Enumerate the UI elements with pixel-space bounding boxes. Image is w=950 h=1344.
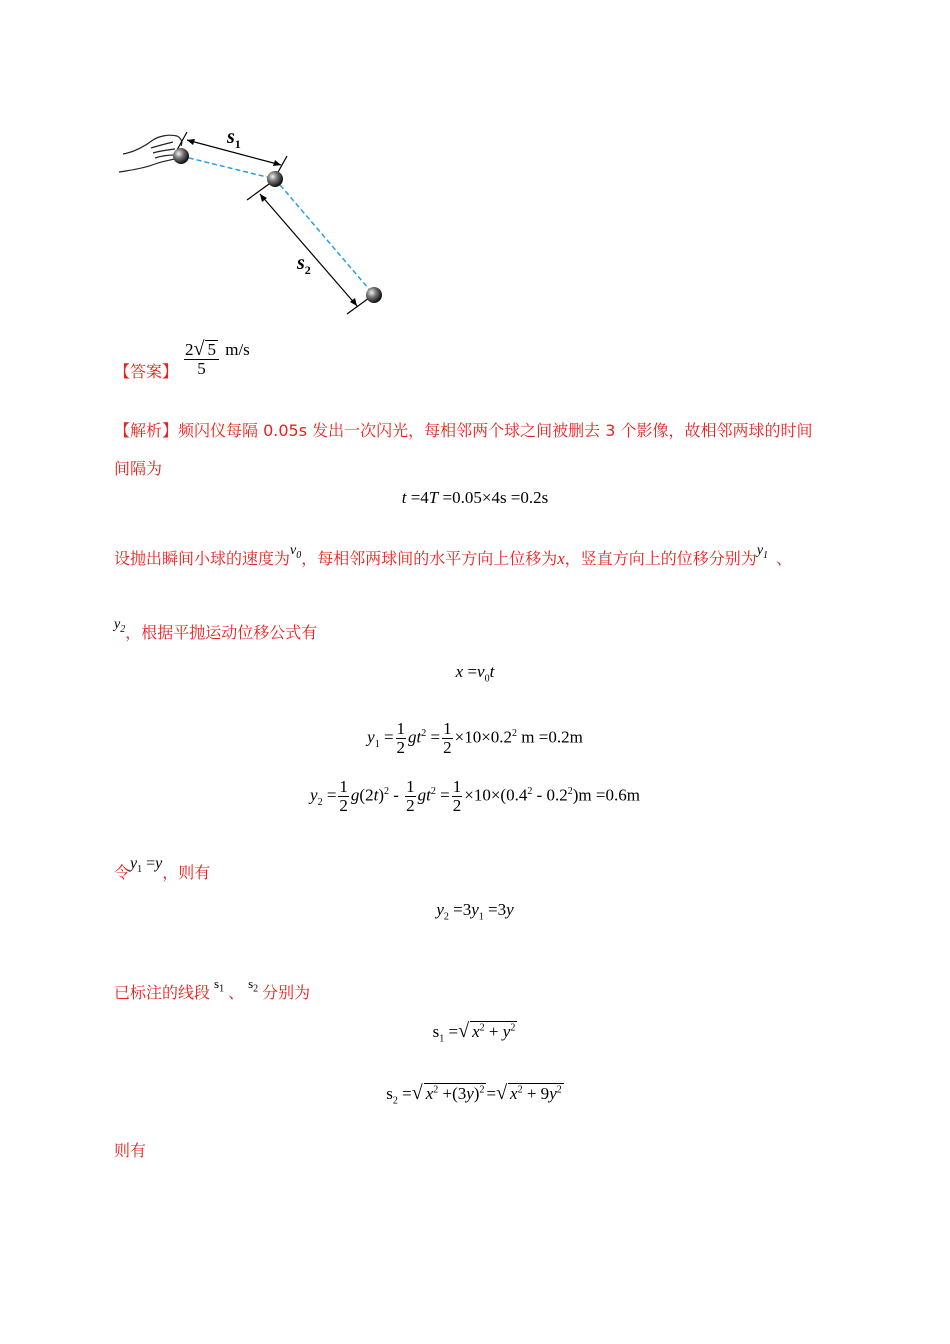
projectile-figure	[115, 120, 395, 320]
label-s1: $s_1$	[227, 126, 241, 151]
analysis-let: 令$y_1 =y$，则有	[114, 855, 211, 882]
analysis-then: 则有	[114, 1141, 147, 1160]
equation-y1: $y_1$ = $\frac{1}{2}$ $gt^2$ = $\frac{1}{2}$ $\times 10\times 0.2^2$ m =0.2m	[367, 719, 583, 757]
equation-t: t =4T =0.05×4s =0.2s	[401, 488, 549, 507]
analysis-line-3: 设抛出瞬间小球的速度为$v_0$，每相邻两球间的水平方向上位移为x，竖直方向上的位移分别为$y_1$ 、	[114, 543, 793, 568]
analysis-segments: 已标注的线段 $^{s_1}$ 、 $^{s_2}$ 分别为	[114, 976, 311, 1002]
label-s2: $s_2$	[297, 252, 311, 277]
answer-fraction: $\frac{2√ 5}{5}$	[184, 340, 219, 378]
ball-2	[267, 171, 283, 187]
equation-y2-3y: $y_2 =3y_1 =3y$	[436, 900, 514, 923]
answer-tag: 【答案】	[114, 362, 179, 381]
equation-s1: $s_1$ =√ $x^2 + y^2$	[432, 1020, 516, 1045]
projectile-diagram	[115, 120, 395, 320]
analysis-tag: 【解析】	[114, 421, 179, 440]
equation-s2: $s_2$ =√ $x^2 +(3y)^2$ =√ $x^2 + 9y^2$	[386, 1082, 562, 1107]
ball-3	[366, 287, 382, 303]
answer-unit: m/s	[225, 340, 250, 359]
hand-icon	[119, 135, 182, 172]
analysis-line-4: $y_2$，根据平抛运动位移公式有	[114, 617, 318, 642]
equation-x: $x =v_0t$	[455, 662, 495, 685]
ball-1	[173, 148, 189, 164]
answer-value	[182, 340, 250, 378]
analysis-line-2: 间隔为	[114, 459, 163, 478]
equation-y2: $y_2$ = $\frac{1}{2}$ $g(2t)^2$ - $\frac{1}{2}$ $gt^2$ = $\frac{1}{2}$ $\times 10\times(0.4^2 - 0.2^2)m =0.6m$	[310, 777, 640, 815]
analysis-line-1: 【解析】频闪仪每隔 0.05s 发出一次闪光，每相邻两个球之间被删去 3 个影像，故相邻两球的时间	[114, 421, 813, 440]
